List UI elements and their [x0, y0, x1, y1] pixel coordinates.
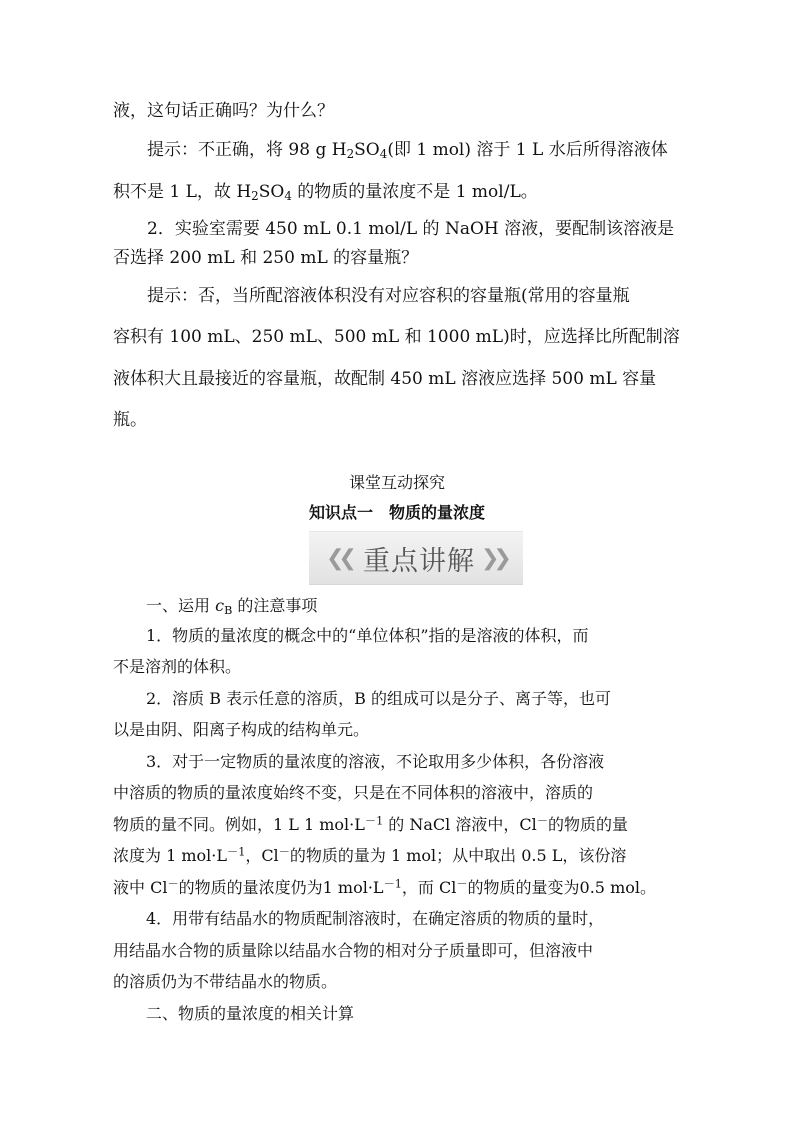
heading-usage-notes: 一、运用 $c_B$ 的注意事项	[146, 596, 318, 617]
note-3-line-1: 3．对于一定物质的量浓度的溶液，不论取用多少体积，各份溶液	[146, 752, 605, 771]
knowledge-point-title: 知识点一 物质的量浓度	[308, 503, 485, 522]
key-points-banner	[309, 531, 523, 585]
note-2-line-1: 2．溶质 B 表示任意的溶质，B 的组成可以是分子、离子等，也可	[146, 689, 611, 708]
hint-2-line-4: 瓶。	[113, 410, 147, 430]
heading-related-calculation: 二、物质的量浓度的相关计算	[146, 1004, 355, 1023]
note-4-line-2: 用结晶水合物的质量除以结晶水合物的相对分子质量即可，但溶液中	[113, 941, 594, 960]
note-1-line-1: 1．物质的量浓度的概念中的“单位体积”指的是溶液的体积，而	[146, 626, 589, 645]
banner-label: 重点讲解	[363, 545, 475, 577]
hint-1-line-1: 提示：不正确，将 98 g $H_2SO_4$(即 1 mol) 溶于 1 L 水后所得溶液体	[147, 140, 668, 161]
note-3-line-5: 液中 Cl－的物质的量浓度仍为1 $mol\cdot L^{-1}$，而 Cl－的物质的量变为0.5 mol。	[113, 877, 656, 897]
hint-2-line-2: 容积有 100 mL、250 mL、500 mL 和 1000 mL)时，应选择比所配制溶	[113, 327, 680, 347]
double-chevron-left-icon: ❮❮	[326, 545, 351, 571]
note-1-line-2: 不是溶剂的体积。	[113, 657, 242, 676]
double-chevron-right-icon: ❯❯	[481, 545, 506, 571]
hint-1-line-2: 积不是 1 L，故 $H_2SO_4$ 的物质的量浓度不是 1 mol/L。	[113, 182, 538, 203]
note-4-line-1: 4．用带有结晶水的物质配制溶液时，在确定溶质的物质的量时，	[146, 909, 605, 928]
section-title: 课堂互动探究	[348, 473, 445, 492]
note-2-line-2: 以是由阴、阳离子构成的结构单元。	[113, 720, 370, 739]
hint-2-line-1: 提示：否，当所配溶液体积没有对应容积的容量瓶(常用的容量瓶	[147, 286, 630, 306]
note-4-line-3: 的溶质仍为不带结晶水的物质。	[113, 972, 338, 991]
question-continuation: 液，这句话正确吗？为什么？	[113, 101, 334, 121]
note-3-line-3: 物质的量不同。例如，1 L 1 $mol\cdot L^{-1}$ 的 NaCl 溶液中，Cl－的物质的量	[113, 814, 628, 834]
question-2-line-1: 2．实验室需要 450 mL 0.1 mol/L 的 NaOH 溶液，要配制该溶液是	[147, 219, 675, 239]
note-3-line-4: 浓度为 1 $mol\cdot L^{-1}$，Cl－的物质的量为 1 mol；从中取出 0.5 L，该份溶	[113, 845, 627, 865]
question-2-line-2: 否选择 200 mL 和 250 mL 的容量瓶？	[113, 248, 419, 268]
hint-2-line-3: 液体积大且最接近的容量瓶，故配制 450 mL 溶液应选择 500 mL 容量	[113, 369, 657, 389]
note-3-line-2: 中溶质的物质的量浓度始终不变，只是在不同体积的溶液中，溶质的	[113, 783, 594, 802]
